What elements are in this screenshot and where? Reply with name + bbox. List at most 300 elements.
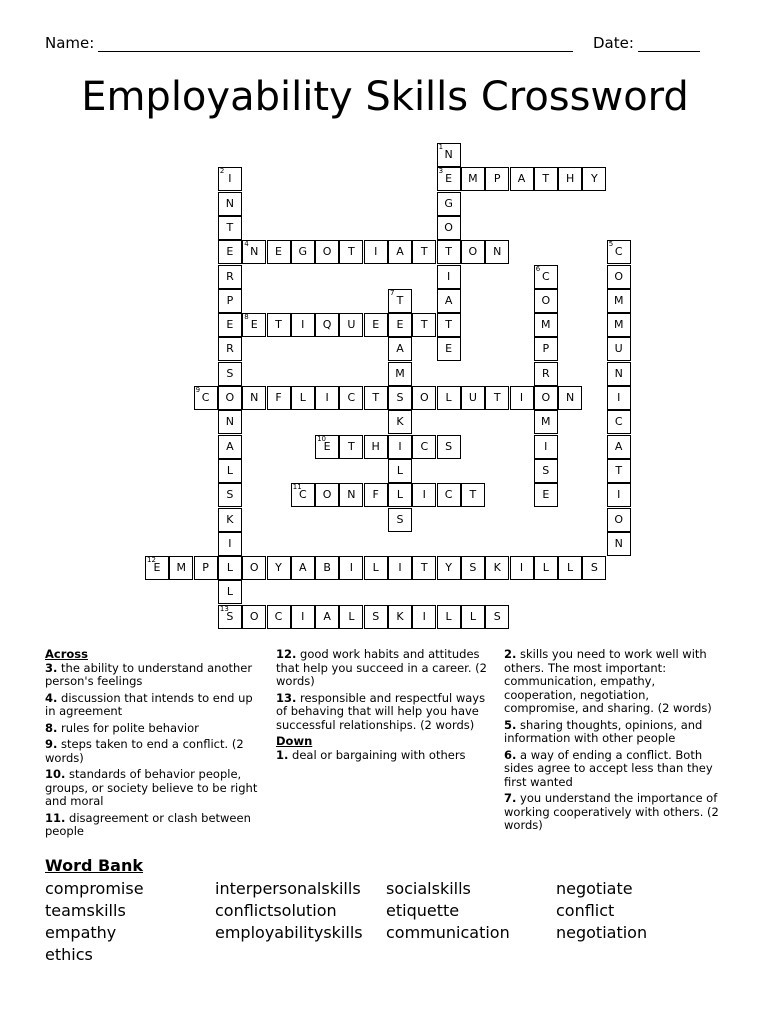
cell-letter: I bbox=[398, 439, 402, 453]
crossword-cell[interactable] bbox=[339, 313, 363, 337]
cell-letter: T bbox=[420, 561, 428, 575]
crossword-cell[interactable] bbox=[194, 386, 218, 410]
crossword-cell[interactable] bbox=[607, 337, 631, 361]
cell-letter: O bbox=[322, 245, 332, 259]
down-heading: Down bbox=[276, 734, 313, 748]
clue-number: 7. bbox=[504, 791, 517, 805]
crossword-cell[interactable] bbox=[607, 313, 631, 337]
cell-letter: O bbox=[225, 391, 235, 404]
cell-letter: L bbox=[567, 561, 574, 575]
date-label: Date: bbox=[593, 34, 634, 52]
crossword-cell[interactable] bbox=[315, 313, 339, 337]
crossword-cell[interactable] bbox=[388, 410, 412, 434]
cell-letter: O bbox=[249, 561, 259, 575]
crossword-cell[interactable] bbox=[485, 240, 509, 264]
cell-letter: I bbox=[228, 172, 232, 186]
cell-letter: K bbox=[493, 561, 501, 575]
cell-letter: I bbox=[349, 561, 354, 575]
clues-column-3 bbox=[504, 648, 726, 836]
crossword-cell[interactable] bbox=[364, 240, 388, 264]
crossword-cell[interactable] bbox=[437, 435, 461, 459]
crossword-cell[interactable] bbox=[218, 532, 242, 556]
clue-text: the ability to understand another person's feelings bbox=[45, 660, 253, 688]
crossword-cell[interactable] bbox=[534, 386, 558, 410]
crossword-cell[interactable] bbox=[315, 483, 339, 507]
crossword-cell[interactable] bbox=[534, 362, 558, 386]
crossword-cell[interactable] bbox=[607, 240, 631, 264]
word-bank-word: communication bbox=[386, 923, 510, 942]
crossword-cell[interactable] bbox=[412, 386, 436, 410]
crossword-cell[interactable] bbox=[315, 556, 339, 580]
clue-number: 1 bbox=[438, 143, 444, 151]
cell-letter: L bbox=[226, 561, 233, 575]
clue-number: 4 bbox=[244, 240, 249, 249]
crossword-cell[interactable] bbox=[267, 556, 291, 580]
cell-letter: E bbox=[275, 245, 282, 259]
cell-letter: T bbox=[348, 439, 355, 453]
cell-letter: N bbox=[347, 488, 356, 502]
crossword-cell[interactable] bbox=[412, 240, 436, 264]
word-bank-column-2 bbox=[215, 878, 363, 944]
crossword-cell[interactable] bbox=[558, 556, 582, 580]
crossword-cell[interactable] bbox=[485, 386, 509, 410]
crossword-cell[interactable] bbox=[534, 265, 558, 289]
cell-letter: I bbox=[374, 245, 378, 259]
crossword-cell[interactable] bbox=[534, 556, 558, 580]
clue-text: skills you need to work well with others. The most important: communication, empathy, cooperation, negotiation, compromise, and sharing. (2 words) bbox=[504, 647, 712, 715]
crossword-cell[interactable] bbox=[339, 386, 363, 410]
crossword-cell[interactable] bbox=[145, 556, 169, 580]
crossword-cell[interactable] bbox=[534, 313, 558, 337]
cell-letter: E bbox=[226, 318, 234, 332]
cell-letter: C bbox=[420, 439, 429, 453]
crossword-cell[interactable] bbox=[534, 410, 558, 434]
cell-letter: O bbox=[444, 220, 453, 234]
cell-letter: S bbox=[493, 609, 501, 623]
clue bbox=[45, 722, 263, 736]
crossword-cell[interactable] bbox=[218, 459, 242, 483]
cell-letter: T bbox=[542, 172, 550, 186]
cell-letter: S bbox=[396, 512, 404, 526]
cell-letter: S bbox=[372, 609, 380, 623]
cell-letter: A bbox=[323, 609, 331, 623]
crossword-cell[interactable] bbox=[534, 167, 558, 191]
cell-letter: U bbox=[468, 391, 477, 404]
crossword-cell[interactable] bbox=[315, 435, 339, 459]
crossword-cell[interactable] bbox=[218, 483, 242, 507]
crossword-cell[interactable] bbox=[242, 240, 266, 264]
crossword-cell[interactable] bbox=[437, 556, 461, 580]
cell-letter: R bbox=[226, 269, 234, 283]
crossword-cell[interactable] bbox=[364, 556, 388, 580]
crossword-cell[interactable] bbox=[339, 556, 363, 580]
crossword-cell[interactable] bbox=[364, 483, 388, 507]
crossword-cell[interactable] bbox=[267, 386, 291, 410]
crossword-cell[interactable] bbox=[267, 240, 291, 264]
cell-letter: A bbox=[299, 561, 307, 575]
clue-text: sharing thoughts, opinions, and information with other people bbox=[504, 717, 703, 745]
cell-letter: I bbox=[398, 561, 402, 575]
word-bank-column-3 bbox=[386, 878, 510, 944]
cell-letter: I bbox=[446, 269, 451, 283]
crossword-cell[interactable] bbox=[461, 167, 485, 191]
word-bank-column-1 bbox=[45, 878, 144, 966]
crossword-cell[interactable] bbox=[510, 556, 534, 580]
clue-number: 13. bbox=[276, 690, 297, 705]
cell-letter: S bbox=[590, 561, 598, 575]
crossword-cell[interactable] bbox=[364, 435, 388, 459]
cell-letter: K bbox=[396, 415, 404, 429]
word-bank-word: socialskills bbox=[386, 879, 471, 898]
crossword-cell[interactable] bbox=[607, 532, 631, 556]
cell-letter: K bbox=[226, 512, 234, 526]
cell-letter: G bbox=[444, 196, 453, 210]
clue-number: 9. bbox=[45, 737, 58, 751]
crossword-cell[interactable] bbox=[242, 556, 266, 580]
crossword-cell[interactable] bbox=[461, 386, 485, 410]
crossword-cell[interactable] bbox=[291, 386, 315, 410]
crossword-cell[interactable] bbox=[607, 289, 631, 313]
clue-number: 9 bbox=[195, 386, 201, 394]
clue-number: 6. bbox=[504, 747, 517, 762]
cell-letter: G bbox=[298, 245, 308, 259]
word-bank-word: conflict bbox=[556, 901, 615, 920]
crossword-cell[interactable] bbox=[558, 386, 582, 410]
clue-text: disagreement or clash between people bbox=[45, 810, 251, 838]
crossword-cell[interactable] bbox=[461, 483, 485, 507]
clue-number: 5 bbox=[608, 240, 614, 249]
crossword-cell[interactable] bbox=[291, 483, 315, 507]
crossword-cell[interactable] bbox=[267, 313, 291, 337]
cell-letter: O bbox=[541, 293, 551, 307]
cell-letter: L bbox=[445, 391, 452, 404]
crossword-cell[interactable] bbox=[582, 556, 606, 580]
cell-letter: B bbox=[323, 561, 331, 575]
clue-number: 7 bbox=[390, 288, 395, 297]
cell-letter: E bbox=[226, 245, 234, 259]
cell-letter: F bbox=[275, 391, 282, 404]
crossword-cell[interactable] bbox=[364, 605, 388, 629]
crossword-cell[interactable] bbox=[388, 556, 412, 580]
crossword-cell[interactable] bbox=[461, 556, 485, 580]
crossword-cell[interactable] bbox=[534, 435, 558, 459]
down-clue-list-continued bbox=[504, 648, 726, 833]
crossword-cell[interactable] bbox=[388, 289, 412, 313]
crossword-cell[interactable] bbox=[534, 289, 558, 313]
crossword-cell[interactable] bbox=[388, 313, 412, 337]
crossword-cell[interactable] bbox=[437, 216, 461, 240]
cell-letter: L bbox=[396, 463, 404, 477]
crossword-cell[interactable] bbox=[218, 265, 242, 289]
crossword-cell[interactable] bbox=[388, 362, 412, 386]
crossword-cell[interactable] bbox=[437, 386, 461, 410]
cell-letter: M bbox=[176, 561, 187, 575]
crossword-cell[interactable] bbox=[412, 483, 436, 507]
crossword-cell[interactable] bbox=[218, 192, 242, 216]
cell-letter: M bbox=[395, 366, 405, 380]
cell-letter: P bbox=[202, 561, 209, 575]
cell-letter: O bbox=[541, 391, 551, 404]
cell-letter: L bbox=[226, 585, 233, 599]
cell-letter: L bbox=[469, 609, 476, 623]
cell-letter: N bbox=[225, 196, 234, 210]
clue bbox=[504, 792, 726, 833]
cell-letter: C bbox=[541, 269, 550, 283]
crossword-cell[interactable] bbox=[607, 410, 631, 434]
cell-letter: S bbox=[226, 488, 234, 502]
crossword-cell[interactable] bbox=[218, 289, 242, 313]
word-bank-word: negotiate bbox=[556, 879, 633, 898]
crossword-cell[interactable] bbox=[291, 605, 315, 629]
crossword-cell[interactable] bbox=[607, 483, 631, 507]
crossword-cell[interactable] bbox=[218, 508, 242, 532]
cell-letter: T bbox=[445, 245, 452, 259]
cell-letter: T bbox=[493, 391, 501, 404]
cell-letter: A bbox=[396, 245, 404, 259]
cell-letter: I bbox=[519, 561, 524, 575]
crossword-cell[interactable] bbox=[218, 362, 242, 386]
crossword-cell[interactable] bbox=[218, 216, 242, 240]
crossword-cell[interactable] bbox=[218, 435, 242, 459]
crossword-cell[interactable] bbox=[388, 240, 412, 264]
cell-letter: N bbox=[493, 245, 502, 259]
crossword-cell[interactable] bbox=[607, 435, 631, 459]
crossword-cell[interactable] bbox=[388, 337, 412, 361]
crossword-cell[interactable] bbox=[388, 605, 412, 629]
crossword-cell[interactable] bbox=[437, 483, 461, 507]
cell-letter: T bbox=[348, 245, 355, 259]
clue-number: 2. bbox=[504, 647, 517, 661]
clue bbox=[504, 749, 726, 790]
crossword-cell[interactable] bbox=[339, 483, 363, 507]
crossword-cell[interactable] bbox=[218, 167, 242, 191]
crossword-cell[interactable] bbox=[485, 556, 509, 580]
crossword-cell[interactable] bbox=[412, 313, 436, 337]
crossword-cell[interactable] bbox=[218, 337, 242, 361]
cell-letter: E bbox=[445, 342, 453, 356]
crossword-cell[interactable] bbox=[242, 605, 266, 629]
clue-text: responsible and respectful ways of behaving that will help you have successful relationships. (2 words) bbox=[276, 690, 486, 732]
crossword-cell[interactable] bbox=[291, 240, 315, 264]
clue bbox=[45, 738, 263, 765]
cell-letter: I bbox=[325, 391, 329, 404]
cell-letter: T bbox=[445, 318, 452, 332]
crossword-cell[interactable] bbox=[485, 605, 509, 629]
crossword-cell[interactable] bbox=[461, 240, 485, 264]
crossword-cell[interactable] bbox=[218, 240, 242, 264]
crossword-cell[interactable] bbox=[218, 580, 242, 604]
clue-number: 2 bbox=[219, 167, 225, 176]
cell-letter: N bbox=[250, 245, 259, 259]
crossword-cell[interactable] bbox=[461, 605, 485, 629]
clue-number: 6 bbox=[535, 264, 541, 273]
name-label: Name: bbox=[45, 34, 95, 52]
cell-letter: N bbox=[250, 391, 259, 404]
clue-number: 1. bbox=[276, 747, 289, 762]
cell-letter: C bbox=[298, 488, 307, 502]
clue-number: 10 bbox=[317, 434, 327, 443]
crossword-cell[interactable] bbox=[315, 240, 339, 264]
clue-text: discussion that intends to end up in agreement bbox=[45, 690, 253, 718]
cell-letter: L bbox=[396, 488, 404, 502]
crossword-cell[interactable] bbox=[315, 386, 339, 410]
cell-letter: H bbox=[371, 439, 380, 453]
crossword-cell[interactable] bbox=[437, 192, 461, 216]
crossword-cell[interactable] bbox=[388, 459, 412, 483]
crossword-cell[interactable] bbox=[388, 508, 412, 532]
cell-letter: O bbox=[249, 609, 259, 623]
cell-letter: L bbox=[372, 561, 379, 575]
crossword-cell[interactable] bbox=[364, 386, 388, 410]
clue-number: 8. bbox=[45, 720, 58, 735]
clues-column-1 bbox=[45, 648, 263, 842]
crossword-cell[interactable] bbox=[194, 556, 218, 580]
clue-number: 4. bbox=[45, 690, 58, 705]
crossword-cell[interactable] bbox=[218, 410, 242, 434]
crossword-cell[interactable] bbox=[607, 362, 631, 386]
cell-letter: U bbox=[614, 342, 623, 356]
crossword-cell[interactable] bbox=[339, 605, 363, 629]
crossword-cell[interactable] bbox=[218, 313, 242, 337]
cell-letter: S bbox=[445, 439, 453, 453]
crossword-cell[interactable] bbox=[339, 435, 363, 459]
cell-letter: N bbox=[444, 148, 453, 161]
word-bank-word: ethics bbox=[45, 945, 93, 964]
crossword-cell[interactable] bbox=[388, 386, 412, 410]
crossword-cell[interactable] bbox=[218, 605, 242, 629]
crossword-cell[interactable] bbox=[315, 605, 339, 629]
crossword-cell[interactable] bbox=[412, 556, 436, 580]
crossword-cell[interactable] bbox=[218, 386, 242, 410]
cell-letter: L bbox=[542, 561, 549, 575]
crossword-cell[interactable] bbox=[437, 240, 461, 264]
clue-number: 12. bbox=[276, 647, 297, 661]
cell-letter: E bbox=[323, 439, 331, 453]
across-clue-list bbox=[45, 662, 263, 839]
clue-text: steps taken to end a conflict. (2 words) bbox=[45, 737, 244, 765]
clue-number: 10. bbox=[45, 767, 66, 781]
cell-letter: C bbox=[444, 488, 453, 502]
clue-number: 12 bbox=[147, 556, 156, 565]
cell-letter: K bbox=[396, 609, 404, 623]
page-title: Employability Skills Crossword bbox=[81, 74, 689, 120]
cell-letter: A bbox=[614, 439, 623, 453]
crossword-cell[interactable] bbox=[485, 167, 509, 191]
clue-number: 3 bbox=[438, 167, 444, 176]
cell-letter: M bbox=[541, 318, 551, 332]
crossword-cell[interactable] bbox=[607, 459, 631, 483]
clue bbox=[504, 719, 726, 746]
cell-letter: E bbox=[445, 172, 453, 186]
crossword-cell[interactable] bbox=[291, 556, 315, 580]
cell-letter: O bbox=[322, 488, 332, 502]
cell-letter: I bbox=[301, 609, 305, 623]
cell-letter: S bbox=[469, 561, 477, 575]
clue bbox=[276, 692, 498, 733]
clue-number: 3. bbox=[45, 660, 58, 675]
cell-letter: S bbox=[226, 366, 234, 380]
crossword-cell[interactable] bbox=[437, 337, 461, 361]
crossword-cell[interactable] bbox=[364, 313, 388, 337]
cell-letter: N bbox=[225, 415, 234, 429]
clue bbox=[504, 648, 726, 716]
cell-letter: T bbox=[396, 293, 404, 307]
crossword-cell[interactable] bbox=[339, 240, 363, 264]
cell-letter: P bbox=[542, 342, 550, 356]
cell-letter: N bbox=[614, 366, 623, 380]
clue-number: 8 bbox=[244, 313, 249, 322]
crossword-cell[interactable] bbox=[388, 435, 412, 459]
crossword-cell[interactable] bbox=[169, 556, 193, 580]
cell-letter: E bbox=[396, 318, 404, 332]
crossword-cell[interactable] bbox=[607, 386, 631, 410]
crossword-cell[interactable] bbox=[510, 167, 534, 191]
cell-letter: I bbox=[228, 536, 232, 550]
crossword-cell[interactable] bbox=[437, 605, 461, 629]
clue bbox=[45, 692, 263, 719]
cell-letter: A bbox=[517, 172, 526, 186]
cell-letter: Y bbox=[275, 561, 282, 575]
crossword-cell[interactable] bbox=[534, 459, 558, 483]
crossword-cell[interactable] bbox=[437, 143, 461, 167]
crossword-cell[interactable] bbox=[510, 386, 534, 410]
cell-letter: Q bbox=[322, 318, 332, 332]
crossword-cell[interactable] bbox=[388, 483, 412, 507]
word-bank-word: employabilityskills bbox=[215, 923, 363, 942]
cell-letter: T bbox=[420, 318, 428, 332]
cell-letter: E bbox=[153, 561, 161, 575]
crossword-cell[interactable] bbox=[558, 167, 582, 191]
clue-text: good work habits and attitudes that help you succeed in a career. (2 words) bbox=[276, 647, 487, 688]
clue-number: 11. bbox=[45, 810, 66, 825]
crossword-cell[interactable] bbox=[437, 289, 461, 313]
cell-letter: T bbox=[615, 463, 623, 477]
cell-letter: P bbox=[493, 172, 501, 186]
clue-text: you understand the importance of working cooperatively with others. (2 words) bbox=[504, 791, 719, 832]
cell-letter: R bbox=[541, 366, 550, 380]
crossword-cell[interactable] bbox=[242, 313, 266, 337]
crossword-cell[interactable] bbox=[582, 167, 606, 191]
crossword-cell[interactable] bbox=[412, 605, 436, 629]
cell-letter: N bbox=[614, 536, 623, 550]
cell-letter: C bbox=[614, 415, 623, 429]
crossword-cell[interactable] bbox=[267, 605, 291, 629]
crossword-cell[interactable] bbox=[218, 556, 242, 580]
word-bank-title: Word Bank bbox=[45, 856, 144, 875]
word-bank-word: empathy bbox=[45, 923, 117, 942]
crossword-cell[interactable] bbox=[437, 265, 461, 289]
clue bbox=[45, 768, 263, 809]
crossword-cell[interactable] bbox=[437, 167, 461, 191]
cell-letter: I bbox=[617, 391, 621, 404]
cell-letter: M bbox=[613, 318, 624, 332]
crossword-cell[interactable] bbox=[534, 483, 558, 507]
word-bank-word: conflictsolution bbox=[215, 901, 337, 920]
crossword-cell[interactable] bbox=[437, 313, 461, 337]
crossword-cell[interactable] bbox=[534, 337, 558, 361]
down-clue-list bbox=[276, 749, 498, 763]
crossword-cell[interactable] bbox=[607, 265, 631, 289]
cell-letter: I bbox=[422, 609, 426, 623]
across-heading: Across bbox=[45, 647, 88, 661]
crossword-cell[interactable] bbox=[291, 313, 315, 337]
crossword-cell[interactable] bbox=[412, 435, 436, 459]
crossword-cell[interactable] bbox=[607, 508, 631, 532]
cell-letter: A bbox=[226, 439, 234, 453]
clue-text: rules for polite behavior bbox=[57, 720, 199, 735]
cell-letter: N bbox=[565, 391, 575, 404]
crossword-cell[interactable] bbox=[242, 386, 266, 410]
